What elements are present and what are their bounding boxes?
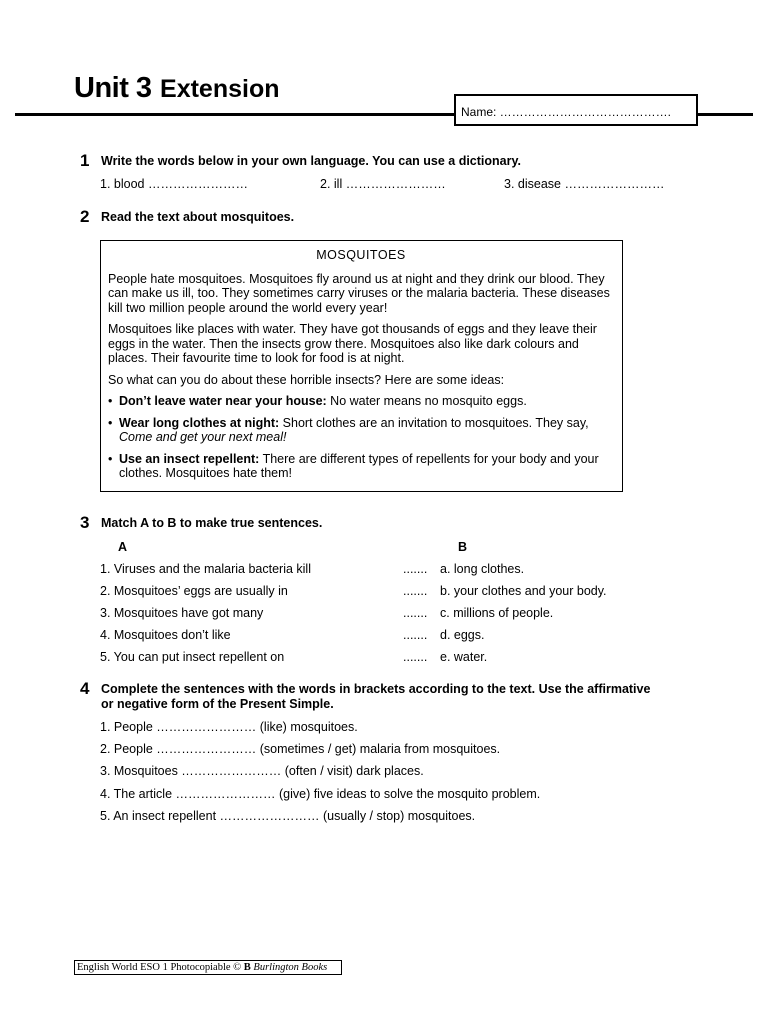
match-b-item: b. your clothes and your body.: [440, 584, 607, 598]
exercise-1-number: 1: [80, 151, 90, 170]
reading-paragraph: People hate mosquitoes. Mosquitoes fly around us at night and they drink our blood. They can make us ill, too. They sometimes carry viruses or the malaria bacteria. These diseases kill two million people around the world every year!: [108, 271, 610, 315]
exercise-1-instruction: Write the words below in your own language. You can use a dictionary.: [101, 154, 521, 168]
reading-bullet: [108, 416, 614, 445]
column-b-heading: B: [458, 540, 468, 554]
bullet-heading: Use an insect repellent:: [119, 451, 260, 466]
exercise-1-item[interactable]: 1. blood ……………………: [100, 177, 248, 191]
reading-paragraph: Mosquitoes like places with water. They have got thousands of eggs and they leave their eggs in the water. Then the insects grow there. Mosquitoes also like dark colours and places. Their favourite time to look for food is at night.: [108, 322, 597, 365]
unit-label: Unit 3: [74, 72, 152, 104]
match-b-item: d. eggs.: [440, 628, 485, 642]
match-b-item: e. water.: [440, 650, 488, 664]
exercise-4-item[interactable]: 1. People …………………… (like) mosquitoes.: [100, 720, 358, 734]
reading-paragraph: So what can you do about these horrible insects? Here are some ideas:: [108, 372, 505, 387]
match-answer-blank[interactable]: .......: [403, 628, 428, 642]
exercise-4-instruction: Complete the sentences with the words in brackets according to the text. Use the affirmative or negative form of the Present Simple.: [101, 682, 651, 711]
match-a-item: 4. Mosquitoes don’t like: [100, 628, 231, 642]
exercise-4-item[interactable]: 3. Mosquitoes …………………… (often / visit) dark places.: [100, 764, 424, 778]
reading-bullet: [108, 452, 614, 481]
exercise-4-item[interactable]: 4. The article …………………… (give) five ideas to solve the mosquito problem.: [100, 787, 541, 801]
match-answer-blank[interactable]: .......: [403, 606, 428, 620]
reading-text-box: [100, 240, 623, 492]
exercise-3-number: 3: [80, 513, 90, 532]
match-b-item: c. millions of people.: [440, 606, 554, 620]
reading-bullet: [108, 394, 614, 409]
bullet-text: Short clothes are an invitation to mosquitoes. They say,: [279, 415, 589, 430]
exercise-3-instruction: Match A to B to make true sentences.: [101, 516, 323, 530]
publisher-name: Burlington Books: [253, 962, 328, 973]
match-a-item: 3. Mosquitoes have got many: [100, 606, 264, 620]
exercise-2-number: 2: [80, 207, 90, 226]
bullet-dot-icon: •: [108, 415, 113, 430]
unit-title: Extension: [160, 75, 280, 103]
header-rule-right: [697, 113, 753, 116]
exercise-4-number: 4: [80, 679, 90, 698]
header-rule: [15, 113, 455, 116]
copyright-text: English World ESO 1 Photocopiable ©: [77, 962, 244, 973]
exercise-1-item[interactable]: 2. ill ……………………: [320, 177, 446, 191]
match-answer-blank[interactable]: .......: [403, 650, 428, 664]
copyright-footer: [74, 960, 342, 975]
match-answer-blank[interactable]: .......: [403, 562, 428, 576]
match-a-item: 1. Viruses and the malaria bacteria kill: [100, 562, 311, 576]
name-field[interactable]: [454, 94, 698, 126]
match-answer-blank[interactable]: .......: [403, 584, 428, 598]
reading-title: MOSQUITOES: [316, 248, 406, 262]
bullet-quote: Come and get your next meal!: [119, 430, 287, 444]
bullet-dot-icon: •: [108, 394, 113, 408]
bullet-heading: Wear long clothes at night:: [119, 415, 280, 430]
publisher-logo-icon: B: [243, 962, 251, 973]
match-a-item: 5. You can put insect repellent on: [100, 650, 285, 664]
exercise-4-item[interactable]: 5. An insect repellent …………………… (usually / stop) mosquitoes.: [100, 809, 476, 823]
column-a-heading: A: [118, 540, 128, 554]
page-title: [74, 72, 280, 105]
exercise-2-instruction: Read the text about mosquitoes.: [101, 210, 295, 224]
match-b-item: a. long clothes.: [440, 562, 525, 576]
bullet-text: There are different types of repellents for your body and your clothes. Mosquitoes hate them!: [119, 451, 599, 480]
exercise-4-item[interactable]: 2. People …………………… (sometimes / get) malaria from mosquitoes.: [100, 742, 501, 756]
exercise-1-item[interactable]: 3. disease ……………………: [504, 177, 665, 191]
match-a-item: 2. Mosquitoes’ eggs are usually in: [100, 584, 288, 598]
bullet-heading: Don’t leave water near your house:: [119, 394, 327, 408]
bullet-text: No water means no mosquito eggs.: [326, 394, 527, 408]
name-field-label: Name: …………………………………….: [461, 105, 672, 119]
bullet-dot-icon: •: [108, 451, 113, 466]
